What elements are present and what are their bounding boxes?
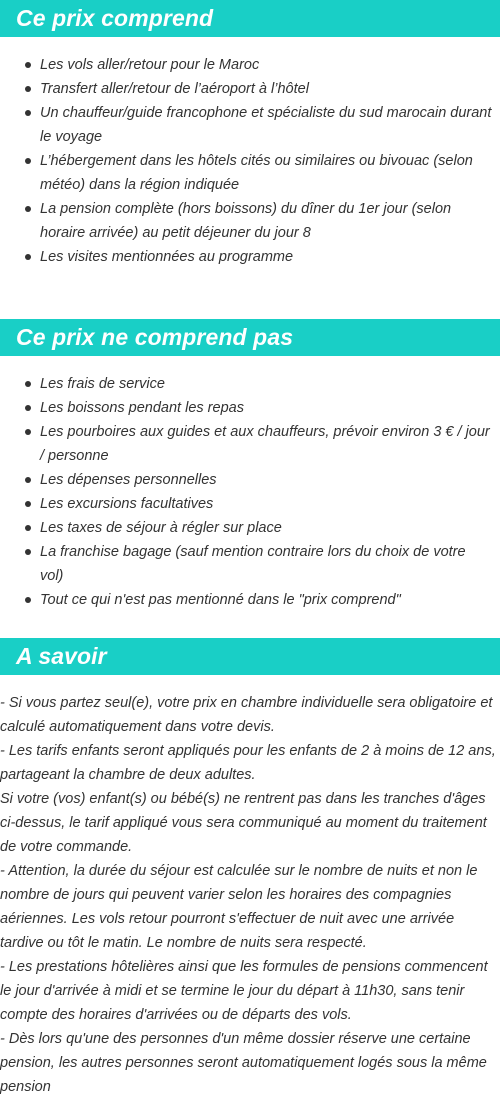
list-item: Les frais de service (40, 372, 500, 396)
list-item: Les taxes de séjour à régler sur place (40, 516, 500, 540)
savoir-paragraph: - Dès lors qu'une des personnes d'un même dossier réserve une certaine pension, les autres personnes seront automatiquement logés sous la même pension (0, 1031, 487, 1095)
savoir-paragraph: Si votre (vos) enfant(s) ou bébé(s) ne rentrent pas dans les tranches d'âges ci-dessus, le tarif appliqué vous sera communiqué au moment du traitement de votre commande. (0, 791, 487, 855)
list-item: Les pourboires aux guides et aux chauffeurs, prévoir environ 3 € / jour / personne (40, 420, 500, 468)
list-item: Un chauffeur/guide francophone et spécialiste du sud marocain durant le voyage (40, 101, 500, 149)
list-item: Tout ce qui n'est pas mentionné dans le "prix comprend" (40, 588, 500, 612)
included-list (0, 53, 500, 269)
savoir-paragraph: - Attention, la durée du séjour est calculée sur le nombre de nuits et non le nombre de jours qui peuvent varier selon les horaires des compagnies aériennes. Les vols retour pourront s'effectuer de nuit avec une arrivée tardive ou tôt le matin. Le nombre de nuits sera respecté. (0, 863, 478, 951)
excluded-list (0, 372, 500, 612)
list-item: L’hébergement dans les hôtels cités ou similaires ou bivouac (selon météo) dans la région indiquée (40, 149, 500, 197)
savoir-paragraph: - Les prestations hôtelières ainsi que les formules de pensions commencent le jour d'arrivée à midi et se termine le jour du départ à 11h30, sans tenir compte des horaires d'arrivées ou de départs des vols. (0, 959, 488, 1023)
list-item: La franchise bagage (sauf mention contraire lors du choix de votre vol) (40, 540, 500, 588)
list-item: La pension complète (hors boissons) du dîner du 1er jour (selon horaire arrivée) au petit déjeuner du jour 8 (40, 197, 500, 245)
savoir-paragraph: - Si vous partez seul(e), votre prix en chambre individuelle sera obligatoire et calculé automatiquement dans votre devis. (0, 695, 493, 735)
excluded-header-bar (0, 319, 500, 356)
savoir-text-block (0, 691, 500, 1099)
included-title: Ce prix comprend (16, 5, 214, 31)
excluded-title: Ce prix ne comprend pas (16, 324, 294, 350)
savoir-title: A savoir (16, 643, 107, 669)
list-item: Les excursions facultatives (40, 492, 500, 516)
list-item: Les dépenses personnelles (40, 468, 500, 492)
list-item: Transfert aller/retour de l’aéroport à l’hôtel (40, 77, 500, 101)
list-item: Les boissons pendant les repas (40, 396, 500, 420)
included-header-bar (0, 0, 500, 37)
savoir-header-bar (0, 638, 500, 675)
list-item: Les vols aller/retour pour le Maroc (40, 53, 500, 77)
list-item: Les visites mentionnées au programme (40, 245, 500, 269)
savoir-paragraph: - Les tarifs enfants seront appliqués pour les enfants de 2 à moins de 12 ans, partageant la chambre de deux adultes. (0, 743, 496, 783)
